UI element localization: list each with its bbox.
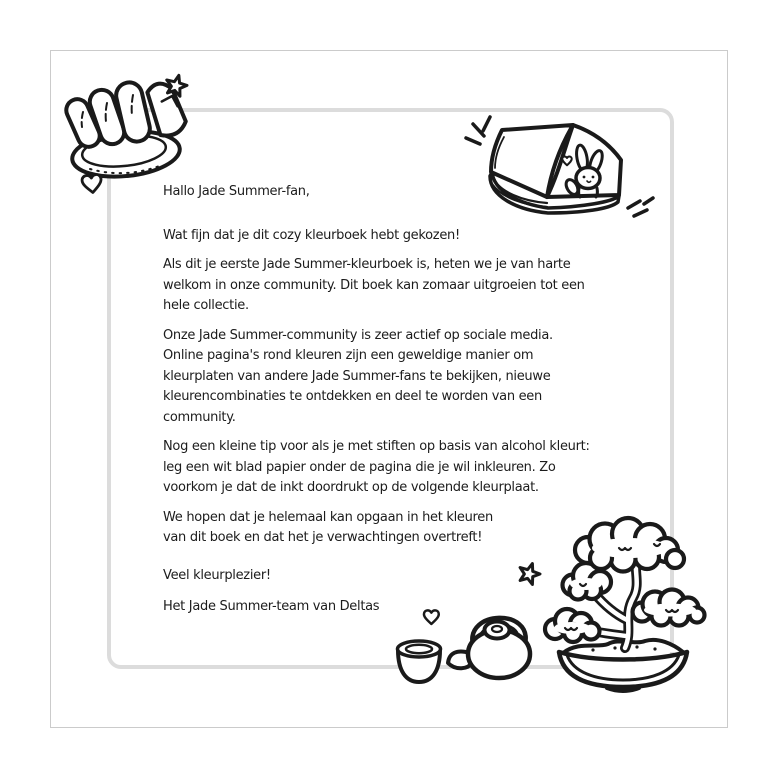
letter-line: kleurplaten van andere Jade Summer-fans te bekijken, nieuwe [163, 368, 551, 384]
star-icon [516, 560, 542, 585]
paragraph [163, 437, 678, 499]
greeting-line: Hallo Jade Summer-fan, [163, 184, 310, 199]
foliage-cloud-low-left [545, 609, 600, 642]
paragraph [163, 255, 678, 317]
letter-line: community. [163, 409, 236, 425]
letter-line: welkom in onze community. Dit boek kan zomaar uitgroeien tot een [163, 277, 585, 293]
signature-line: Het Jade Summer-team van Deltas [163, 598, 380, 614]
teacup [398, 641, 441, 682]
letter-line: Online pagina's rond kleuren zijn een geweldige manier om [163, 348, 534, 363]
letter-line: Nog een kleine tip voor als je met stiften op basis van alcohol kleurt: [163, 439, 590, 454]
bonsai-tea-illustration [383, 512, 713, 698]
paragraph [163, 326, 678, 429]
letter-line: van dit boek en dat het je verwachtingen overtreft! [163, 530, 483, 545]
heart-icon [80, 172, 104, 196]
letter-line: voorkom je dat de inkt doordrukt op de volgende kleurplaat. [163, 480, 539, 495]
closing-line: Veel kleurplezier! [163, 567, 271, 583]
letter-line: hele collectie. [163, 298, 249, 313]
bonsai-pot [559, 652, 687, 691]
foliage-cloud-top [575, 518, 684, 572]
letter-line: Wat fijn dat je dit cozy kleurboek hebt gekozen! [163, 227, 460, 243]
open-book-illustration [460, 110, 660, 222]
letter-line: Onze Jade Summer-community is zeer actief op sociale media. [163, 327, 553, 343]
letter-line: We hopen dat je helemaal kan opgaan in het kleuren [163, 509, 493, 525]
paragraph [163, 226, 678, 247]
heart-icon [424, 610, 439, 624]
cake-plate-illustration [56, 68, 206, 186]
letter-line: kleurencombinaties te ontdekken en deel te worden van een [163, 389, 542, 404]
letter-line: leg een wit blad papier onder de pagina die je wil inkleuren. Zo [163, 459, 556, 475]
letter-line: Als dit je eerste Jade Summer-kleurboek is, heten we je van harte [163, 257, 571, 272]
teapot [448, 618, 530, 678]
foliage-cloud-right [633, 590, 705, 626]
